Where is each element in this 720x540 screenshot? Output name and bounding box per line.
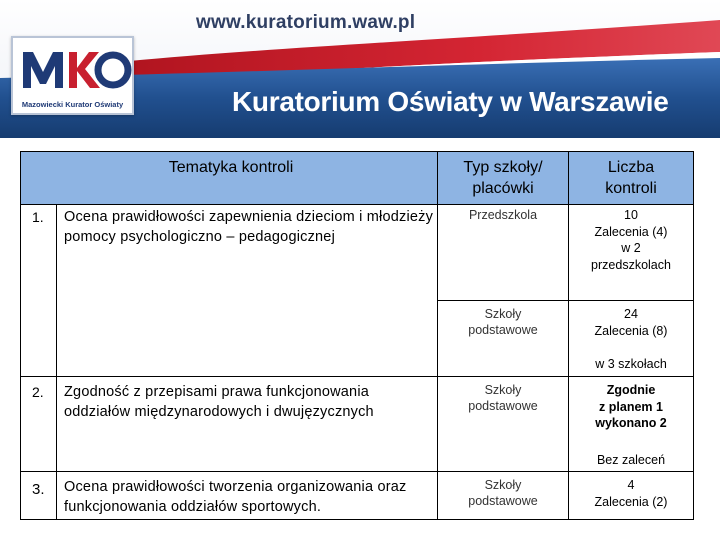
school-type: Przedszkola xyxy=(468,208,538,222)
row-topic: Zgodność z przepisami prawa funkcjonowania oddziałów międzynarodowych i dwujęzycznych xyxy=(64,384,374,420)
table-divider xyxy=(21,376,693,377)
table-divider xyxy=(21,471,693,472)
header-school-type: Typ szkoły/ placówki xyxy=(463,159,543,197)
row-topic: Ocena prawidłowości zapewnienia dzieciom i młodzieży pomocy psychologiczno – pedagogicznej xyxy=(64,209,434,245)
school-type: Szkoły podstawowe xyxy=(468,478,538,508)
table-divider xyxy=(568,152,569,519)
website-url: www.kuratorium.waw.pl xyxy=(196,12,416,33)
inspection-note: w 3 szkołach xyxy=(595,357,667,371)
mko-logo-icon xyxy=(13,38,132,100)
inspection-count: 10 Zalecenia (4) w 2 przedszkolach xyxy=(591,208,671,272)
inspection-table xyxy=(20,151,694,520)
inspection-count: 24 Zalecenia (8) xyxy=(594,307,668,338)
inspection-count: Zgodnie z planem 1 wykonano 2 xyxy=(595,383,667,430)
row-number: 3. xyxy=(32,481,45,498)
table-divider xyxy=(438,300,693,301)
school-type: Szkoły podstawowe xyxy=(468,383,538,413)
header-count: Liczba kontroli xyxy=(605,159,657,197)
row-topic: Ocena prawidłowości tworzenia organizowania oraz funkcjonowania oddziałów sportowych. xyxy=(64,479,407,515)
logo-caption: Mazowiecki Kurator Oświaty xyxy=(21,100,124,109)
page-title: Kuratorium Oświaty w Warszawie xyxy=(232,86,669,117)
row-number: 1. xyxy=(32,209,44,225)
header-banner xyxy=(0,0,720,138)
table-divider xyxy=(21,204,693,205)
header-topic: Tematyka kontroli xyxy=(168,159,294,176)
logo xyxy=(11,36,134,115)
inspection-count: 4 Zalecenia (2) xyxy=(594,478,668,509)
inspection-note: Bez zaleceń xyxy=(596,453,666,467)
row-number: 2. xyxy=(32,384,44,400)
table-divider xyxy=(437,152,438,519)
school-type: Szkoły podstawowe xyxy=(468,307,538,337)
